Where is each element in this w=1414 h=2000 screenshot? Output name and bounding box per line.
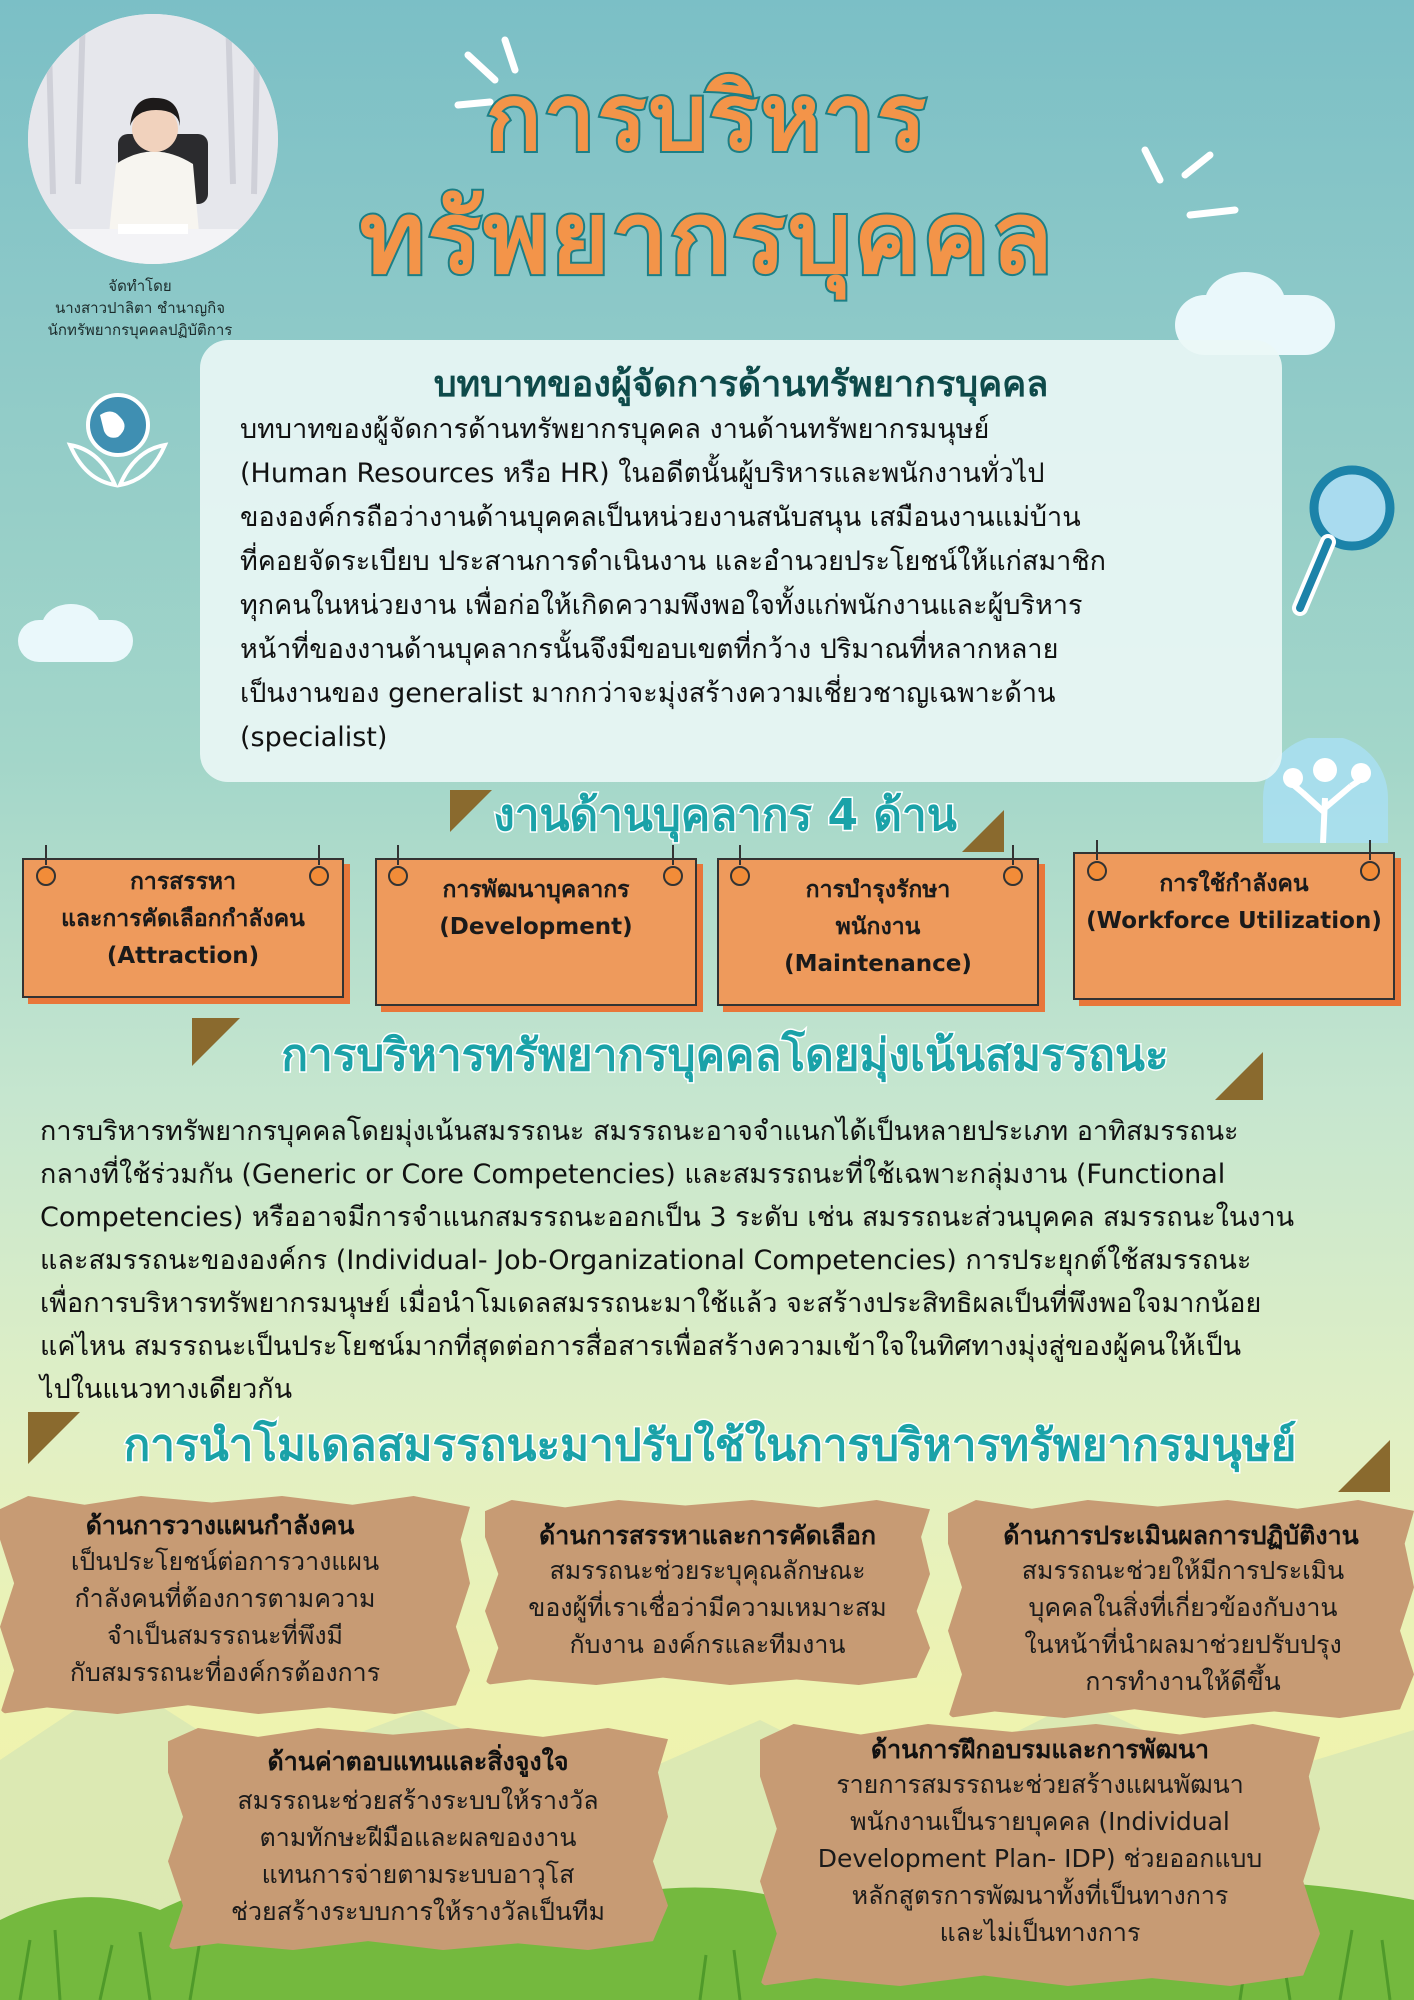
pin-icon xyxy=(730,866,750,886)
application-heading: การนำโมเดลสมรรถนะมาปรับใช้ในการบริหารทรัพยากรมนุษย์ xyxy=(123,1420,1297,1471)
pin-string xyxy=(1369,840,1371,860)
pin-string xyxy=(1012,845,1014,865)
four-areas-heading: งานด้านบุคลากร 4 ด้าน xyxy=(493,790,957,841)
application-box-text: สมรรถนะช่วยสร้างระบบให้รางวัล ตามทักษะฝีมือและผลของงาน แทนการจ่ายตามระบบอาวุโส ช่วยสร้างระบบการให้รางวัลเป็นทีม xyxy=(231,1786,605,1926)
credit-position: นักทรัพยากรบุคคลปฏิบัติการ xyxy=(47,321,233,339)
area-card-development: การพัฒนาบุคลากร (Development) xyxy=(375,858,697,1006)
credit-name: นางสาวปาลิตา ชำนาญกิจ xyxy=(54,299,225,317)
pin-string xyxy=(739,845,741,865)
application-box-title: ด้านค่าตอบแทนและสิ่งจูงใจ xyxy=(267,1747,569,1776)
pin-icon xyxy=(36,866,56,886)
pin-icon xyxy=(1360,861,1380,881)
page-title-line1: การบริหาร xyxy=(485,64,929,171)
area-card-utilization: การใช้กำลังคน (Workforce Utilization) xyxy=(1073,852,1395,1000)
application-box-text: สมรรถนะช่วยระบุคุณลักษณะ ของผู้ที่เราเชื่อว่ามีความเหมาะสม กับงาน องค์กรและทีมงาน xyxy=(528,1556,887,1659)
cloud-icon xyxy=(42,604,100,648)
application-box-title: ด้านการฝึกอบรมและการพัฒนา xyxy=(870,1735,1210,1764)
pin-icon xyxy=(1087,861,1107,881)
application-box-text: รายการสมรรถนะช่วยสร้างแผนพัฒนา พนักงานเป็นรายบุคคล (Individual Development Plan- IDP) ช่วยออกแบบ หลักสูตรการพัฒนาทั้งที่เป็นทางการ และไม่เป็นทางการ xyxy=(817,1770,1263,1947)
application-box-title: ด้านการประเมินผลการปฏิบัติงาน xyxy=(1003,1521,1359,1550)
page-title-line2: ทรัพยากรบุคคล xyxy=(359,179,1055,296)
application-box-title: ด้านการวางแผนกำลังคน xyxy=(85,1511,355,1540)
globe-leaf-icon xyxy=(60,385,170,495)
area-card-maintenance: การบำรุงรักษา พนักงาน (Maintenance) xyxy=(717,858,1039,1006)
application-box-title: ด้านการสรรหาและการคัดเลือก xyxy=(538,1521,877,1550)
pin-icon xyxy=(663,866,683,886)
application-box-text: สมรรถนะช่วยให้มีการประเมิน บุคคลในสิ่งที่เกี่ยวข้องกับงาน ในหน้าที่นำผลมาช่วยปรับปรุง การทำงานให้ดีขึ้น xyxy=(1021,1556,1345,1696)
pin-icon xyxy=(1003,866,1023,886)
pin-icon xyxy=(388,866,408,886)
application-box-text: เป็นประโยชน์ต่อการวางแผน กำลังคนที่ต้องการตามความ จำเป็นสมรรถนะที่พึงมี กับสมรรถนะที่องค์กรต้องการ xyxy=(69,1547,381,1687)
pin-string xyxy=(318,845,320,865)
pin-string xyxy=(397,845,399,865)
pin-string xyxy=(672,845,674,865)
pin-icon xyxy=(309,866,329,886)
role-title: บทบาทของผู้จัดการด้านทรัพยากรบุคคล xyxy=(433,364,1049,405)
pin-string xyxy=(45,845,47,865)
competency-heading: การบริหารทรัพยากรบุคคลโดยมุ่งเน้นสมรรถนะ xyxy=(281,1030,1169,1081)
credit-prepared-by: จัดทำโดย xyxy=(108,277,172,295)
area-card-attraction: การสรรหา และการคัดเลือกกำลังคน (Attraction) xyxy=(22,858,344,998)
magnifier-icon xyxy=(1290,460,1400,620)
competency-body: การบริหารทรัพยากรบุคคลโดยมุ่งเน้นสมรรถนะ สมรรถนะอาจจำแนกได้เป็นหลายประเภท อาทิสมรรถนะ กลางที่ใช้ร่วมกัน (Generic or Core Competencies) และสมรรถนะที่ใช้เฉพาะกลุ่มงาน (Functional Competencies) หรืออาจมีการจำแนกสมรรถนะออกเป็น 3 ระดับ เช่น สมรรถนะส่วนบุคคล สมรรถนะในงาน และสมรรถนะขององค์กร (Individual- Job-Organizational Competencies) การประยุกต์ใช้สมรรถนะ เพื่อการบริหารทรัพยากรมนุษย์ เมื่อนำโมเดลสมรรถนะมาใช้แล้ว จะสร้างประสิทธิผลเป็นที่พึงพอใจมากน้อย แค่ไหน สมรรถนะเป็นประโยชน์มากที่สุดต่อการสื่อสารเพื่อสร้างความเข้าใจในทิศทางมุ่งสู่ของผู้คนให้เป็น ไปในแนวทางเดียวกัน xyxy=(40,1116,1295,1405)
role-body: บทบาทของผู้จัดการด้านทรัพยากรบุคคล งานด้านทรัพยากรมนุษย์ (Human Resources หรือ HR) ในอดีตนั้นผู้บริหารและพนักงานทั่วไป ขององค์กรถือว่างานด้านบุคคลเป็นหน่วยงานสนับสนุน เสมือนงานแม่บ้าน ที่คอยจัดระเบียบ ประสานการดำเนินงาน และอำนวยประโยชน์ให้แก่สมาชิก ทุกคนในหน่วยงาน เพื่อก่อให้เกิดความพึงพอใจทั้งแก่พนักงานและผู้บริหาร หน้าที่ของงานด้านบุคลากรนั้นจึงมีขอบเขตที่กว้าง ปริมาณที่หลากหลาย เป็นงานของ generalist มากกว่าจะมุ่งสร้างความเชี่ยวชาญเฉพาะด้าน (specialist) xyxy=(240,414,1106,753)
pin-string xyxy=(1096,840,1098,860)
